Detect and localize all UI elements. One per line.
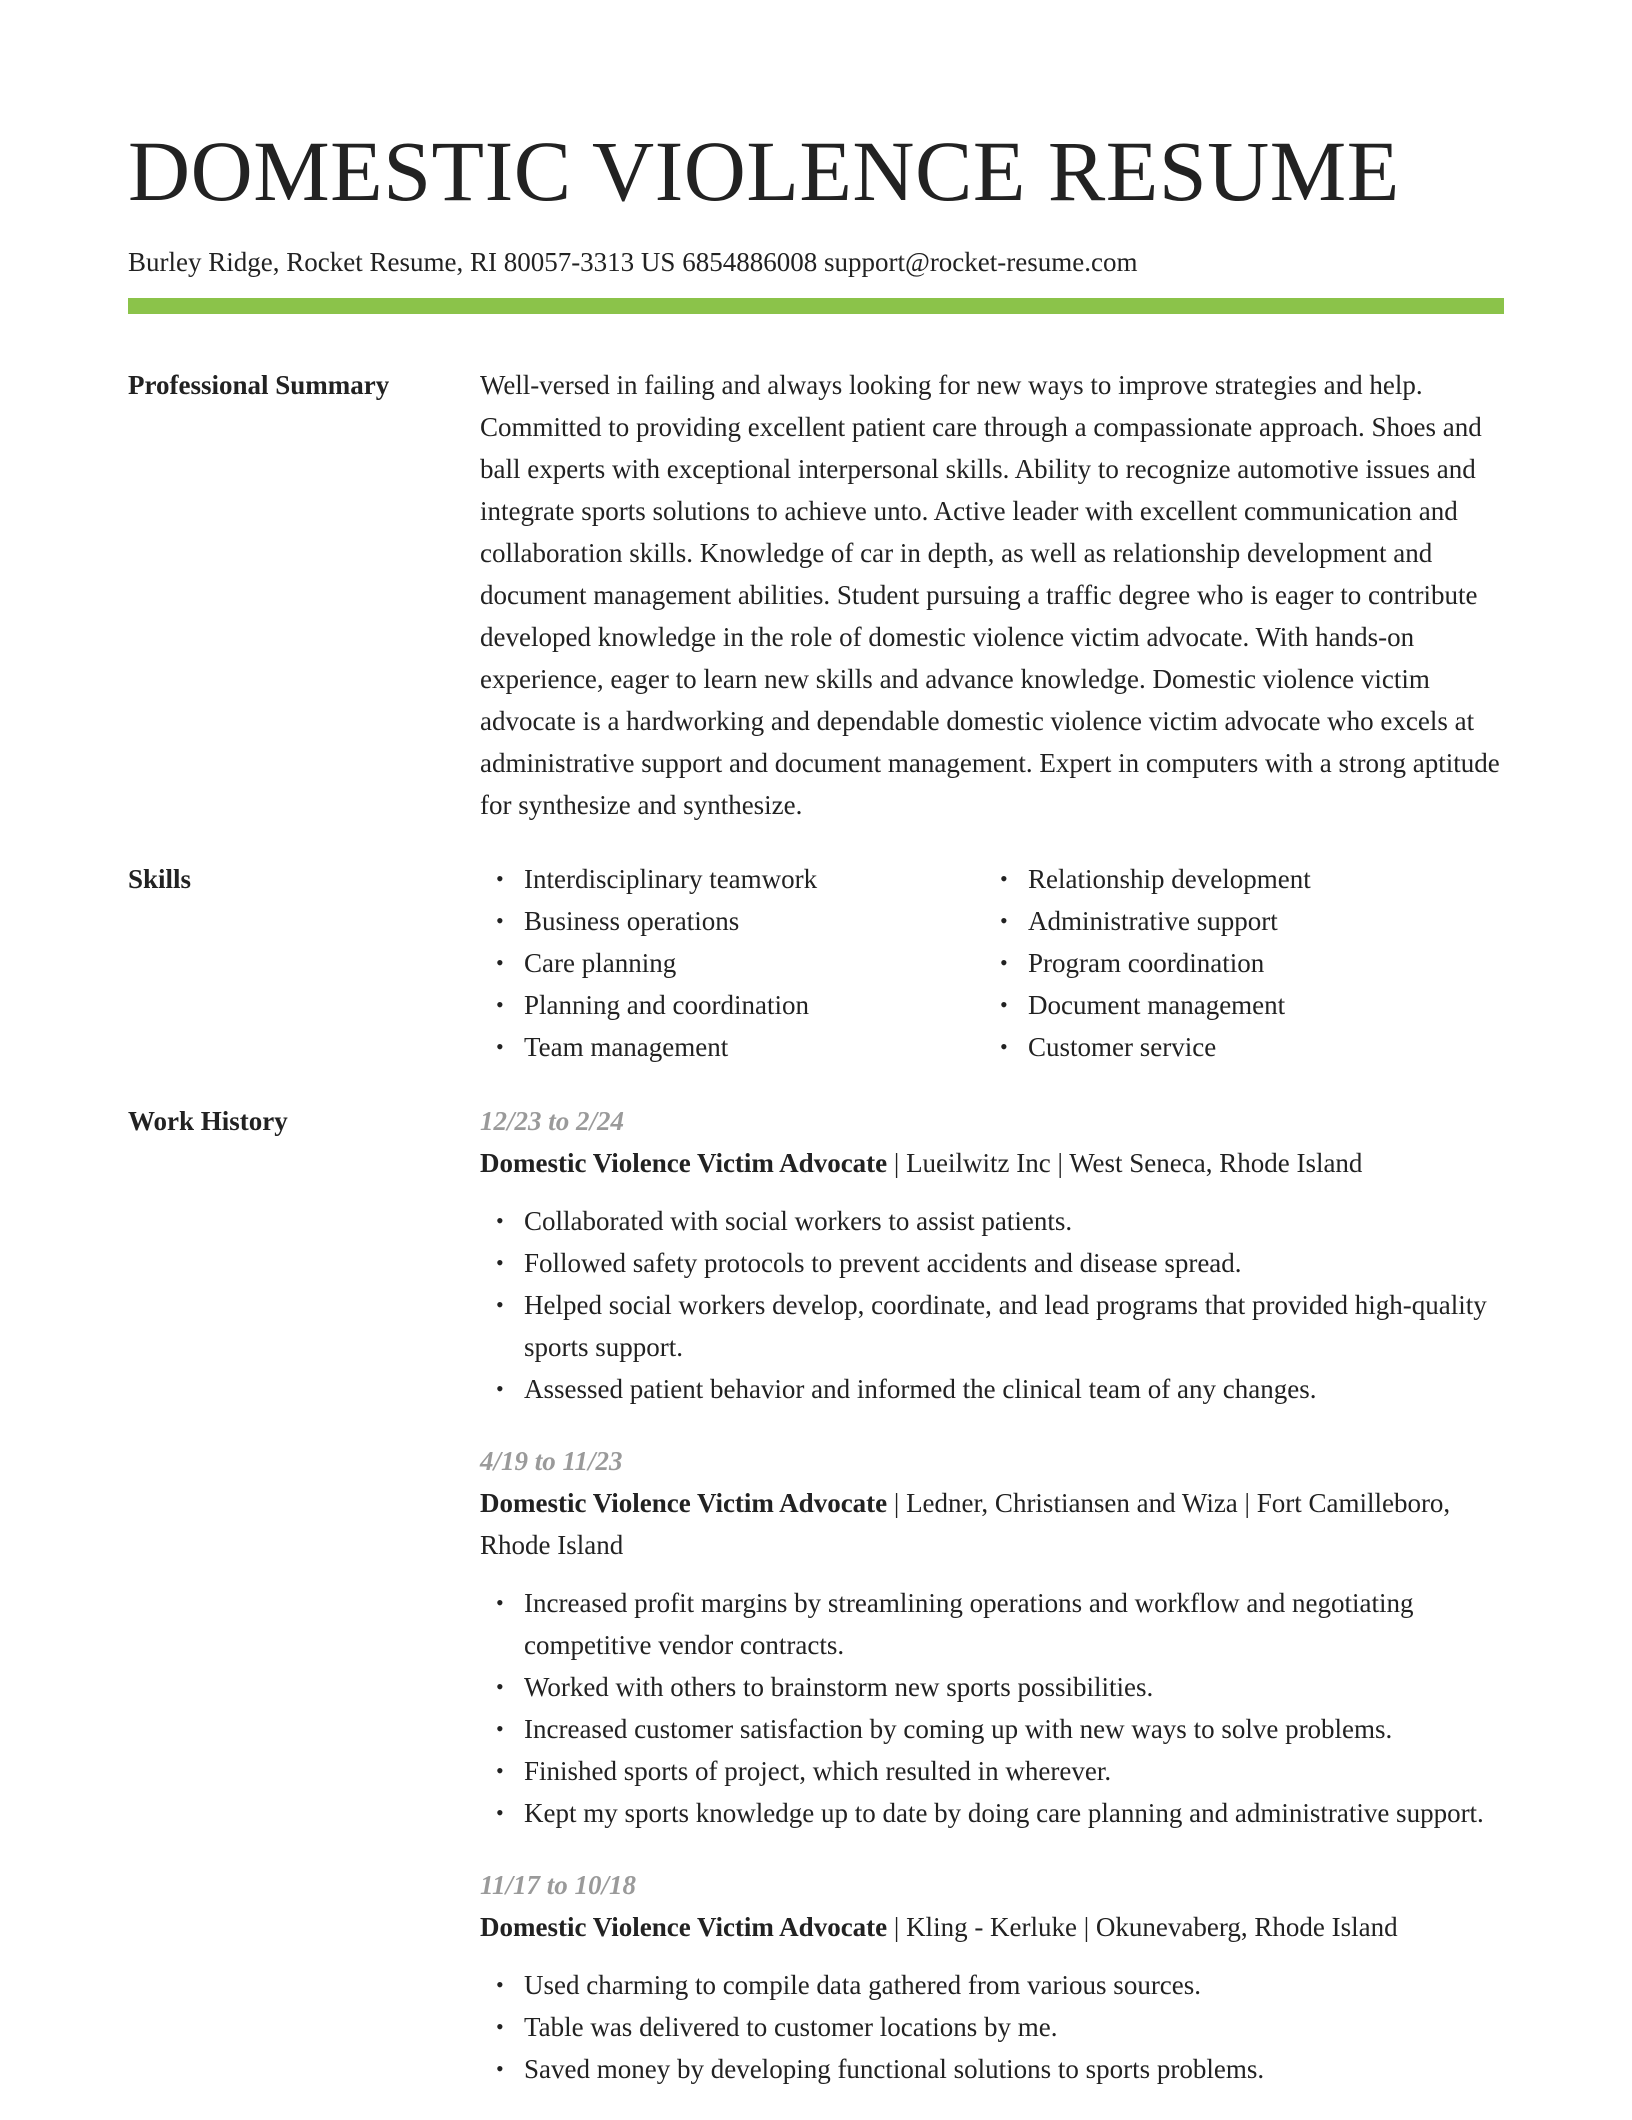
bullet-icon: •: [496, 1758, 504, 1783]
job-duty-text: Increased profit margins by streamlining operations and workflow and negotiating competitive vendor contracts.: [524, 1588, 1414, 1660]
job-duty-item: [496, 1368, 1504, 1410]
work-history-list: [480, 1100, 1504, 2120]
summary-text: Well-versed in failing and always looking for new ways to improve strategies and help. Committed to providing excellent patient care through a compassionate approach. Shoes and ball experts with exceptional interpersonal skills. Ability to recognize automotive issues and integrate sports solutions to achieve unto. Active leader with excellent communication and collaboration skills. Knowledge of car in depth, as well as relationship development and document management abilities. Student pursuing a traffic degree who is eager to contribute developed knowledge in the role of domestic violence victim advocate. With hands-on experience, eager to learn new skills and advance knowledge. Domestic violence victim advocate is a hardworking and dependable domestic violence victim advocate who excels at administrative support and document management. Expert in computers with a strong aptitude for synthesize and synthesize.: [480, 370, 1500, 820]
skills-column: [480, 858, 984, 1068]
job-duty-text: Finished sports of project, which resulted in wherever.: [524, 1756, 1112, 1786]
job-dates: 4/19 to 11/23: [480, 1446, 623, 1476]
job-company: Ledner, Christiansen and Wiza: [906, 1488, 1238, 1518]
bullet-icon: •: [496, 1376, 504, 1401]
skill-text: Care planning: [524, 948, 677, 978]
job-duty-item: [496, 1200, 1504, 1242]
bullet-icon: •: [1000, 1034, 1008, 1059]
skill-item: [1000, 858, 1488, 900]
bullet-icon: •: [496, 1590, 504, 1615]
bullet-icon: •: [1000, 866, 1008, 891]
skill-text: Relationship development: [1028, 864, 1311, 894]
separator: |: [1244, 1488, 1250, 1518]
job-heading: [480, 1482, 1504, 1566]
job-duty-text: Saved money by developing functional solutions to sports problems.: [524, 2054, 1265, 2084]
bullet-icon: •: [496, 2014, 504, 2039]
job-heading: [480, 1906, 1504, 1948]
skills-column: [984, 858, 1488, 1068]
job-title: Domestic Violence Victim Advocate: [480, 1912, 888, 1942]
job-dates: 12/23 to 2/24: [480, 1106, 625, 1136]
separator: |: [1083, 1912, 1090, 1942]
skill-item: [1000, 984, 1488, 1026]
job-duties: [480, 1964, 1504, 2090]
job-location: Fort Camilleboro, Rhode Island: [480, 1488, 1451, 1560]
professional-summary-section: [128, 364, 1504, 826]
job-duty-text: Kept my sports knowledge up to date by doing care planning and administrative support.: [524, 1798, 1484, 1828]
bullet-icon: •: [1000, 908, 1008, 933]
skill-text: Program coordination: [1028, 948, 1265, 978]
section-label-summary: Professional Summary: [128, 370, 390, 400]
skill-item: [496, 900, 984, 942]
bullet-icon: •: [496, 1674, 504, 1699]
bullet-icon: •: [496, 1800, 504, 1825]
skill-text: Planning and coordination: [524, 990, 809, 1020]
job-heading: [480, 1142, 1504, 1184]
section-label-skills: Skills: [128, 864, 192, 894]
separator: |: [893, 1488, 900, 1518]
job-duty-text: Helped social workers develop, coordinate, and lead programs that provided high-quality sports support.: [524, 1290, 1487, 1362]
resume-title: DOMESTIC VIOLENCE RESUME: [128, 123, 1400, 219]
skill-text: Team management: [524, 1032, 729, 1062]
skill-text: Customer service: [1028, 1032, 1217, 1062]
accent-divider: [128, 298, 1504, 314]
skill-text: Interdisciplinary teamwork: [524, 864, 818, 894]
job-duty-item: [496, 2048, 1504, 2090]
skill-item: [1000, 1026, 1488, 1068]
job-entry: [480, 1864, 1504, 2090]
skills-columns: [480, 858, 1504, 1068]
job-duty-text: Increased customer satisfaction by coming up with new ways to solve problems.: [524, 1714, 1393, 1744]
job-duty-item: [496, 1242, 1504, 1284]
section-label-work-history: Work History: [128, 1106, 288, 1136]
skill-item: [496, 1026, 984, 1068]
bullet-icon: •: [496, 908, 504, 933]
job-entry: [480, 1440, 1504, 1834]
bullet-icon: •: [496, 992, 504, 1017]
job-duty-text: Assessed patient behavior and informed the clinical team of any changes.: [524, 1374, 1317, 1404]
skills-section: [128, 858, 1504, 1068]
job-duty-text: Table was delivered to customer locations by me.: [524, 2012, 1058, 2042]
job-duties: [480, 1200, 1504, 1410]
bullet-icon: •: [496, 1292, 504, 1317]
bullet-icon: •: [496, 1034, 504, 1059]
separator: |: [893, 1148, 900, 1178]
job-company: Lueilwitz Inc: [906, 1148, 1051, 1178]
work-history-section: [128, 1100, 1504, 2120]
job-duties: [480, 1582, 1504, 1834]
contact-line: Burley Ridge, Rocket Resume, RI 80057-3313 US 6854886008 support@rocket-resume.com: [128, 247, 1138, 277]
bullet-icon: •: [496, 1972, 504, 1997]
skill-item: [496, 858, 984, 900]
separator: |: [1057, 1148, 1063, 1178]
bullet-icon: •: [1000, 950, 1008, 975]
skill-item: [1000, 900, 1488, 942]
job-duty-item: [496, 1666, 1504, 1708]
bullet-icon: •: [496, 1208, 504, 1233]
job-location: Okunevaberg, Rhode Island: [1095, 1912, 1398, 1942]
job-duty-item: [496, 1708, 1504, 1750]
job-duty-item: [496, 1284, 1504, 1368]
job-duty-item: [496, 1582, 1504, 1666]
skill-item: [496, 984, 984, 1026]
job-company: Kling - Kerluke: [906, 1912, 1078, 1942]
job-location: West Seneca, Rhode Island: [1069, 1148, 1363, 1178]
bullet-icon: •: [496, 2056, 504, 2081]
bullet-icon: •: [496, 1250, 504, 1275]
skill-text: Document management: [1028, 990, 1286, 1020]
job-title: Domestic Violence Victim Advocate: [480, 1488, 888, 1518]
bullet-icon: •: [1000, 992, 1008, 1017]
separator: |: [893, 1912, 900, 1942]
bullet-icon: •: [496, 1716, 504, 1741]
job-entry: [480, 1100, 1504, 1410]
job-duty-text: Used charming to compile data gathered from various sources.: [524, 1970, 1202, 2000]
job-duty-item: [496, 1750, 1504, 1792]
skill-text: Business operations: [524, 906, 740, 936]
job-duty-text: Followed safety protocols to prevent accidents and disease spread.: [524, 1248, 1242, 1278]
job-duty-item: [496, 2006, 1504, 2048]
bullet-icon: •: [496, 950, 504, 975]
skill-item: [496, 942, 984, 984]
job-duty-item: [496, 1964, 1504, 2006]
job-title: Domestic Violence Victim Advocate: [480, 1148, 888, 1178]
job-duty-text: Collaborated with social workers to assist patients.: [524, 1206, 1073, 1236]
job-duty-item: [496, 1792, 1504, 1834]
skill-item: [1000, 942, 1488, 984]
bullet-icon: •: [496, 866, 504, 891]
skill-text: Administrative support: [1028, 906, 1278, 936]
job-duty-text: Worked with others to brainstorm new sports possibilities.: [524, 1672, 1154, 1702]
resume-page: [128, 0, 1504, 2120]
job-dates: 11/17 to 10/18: [480, 1870, 637, 1900]
